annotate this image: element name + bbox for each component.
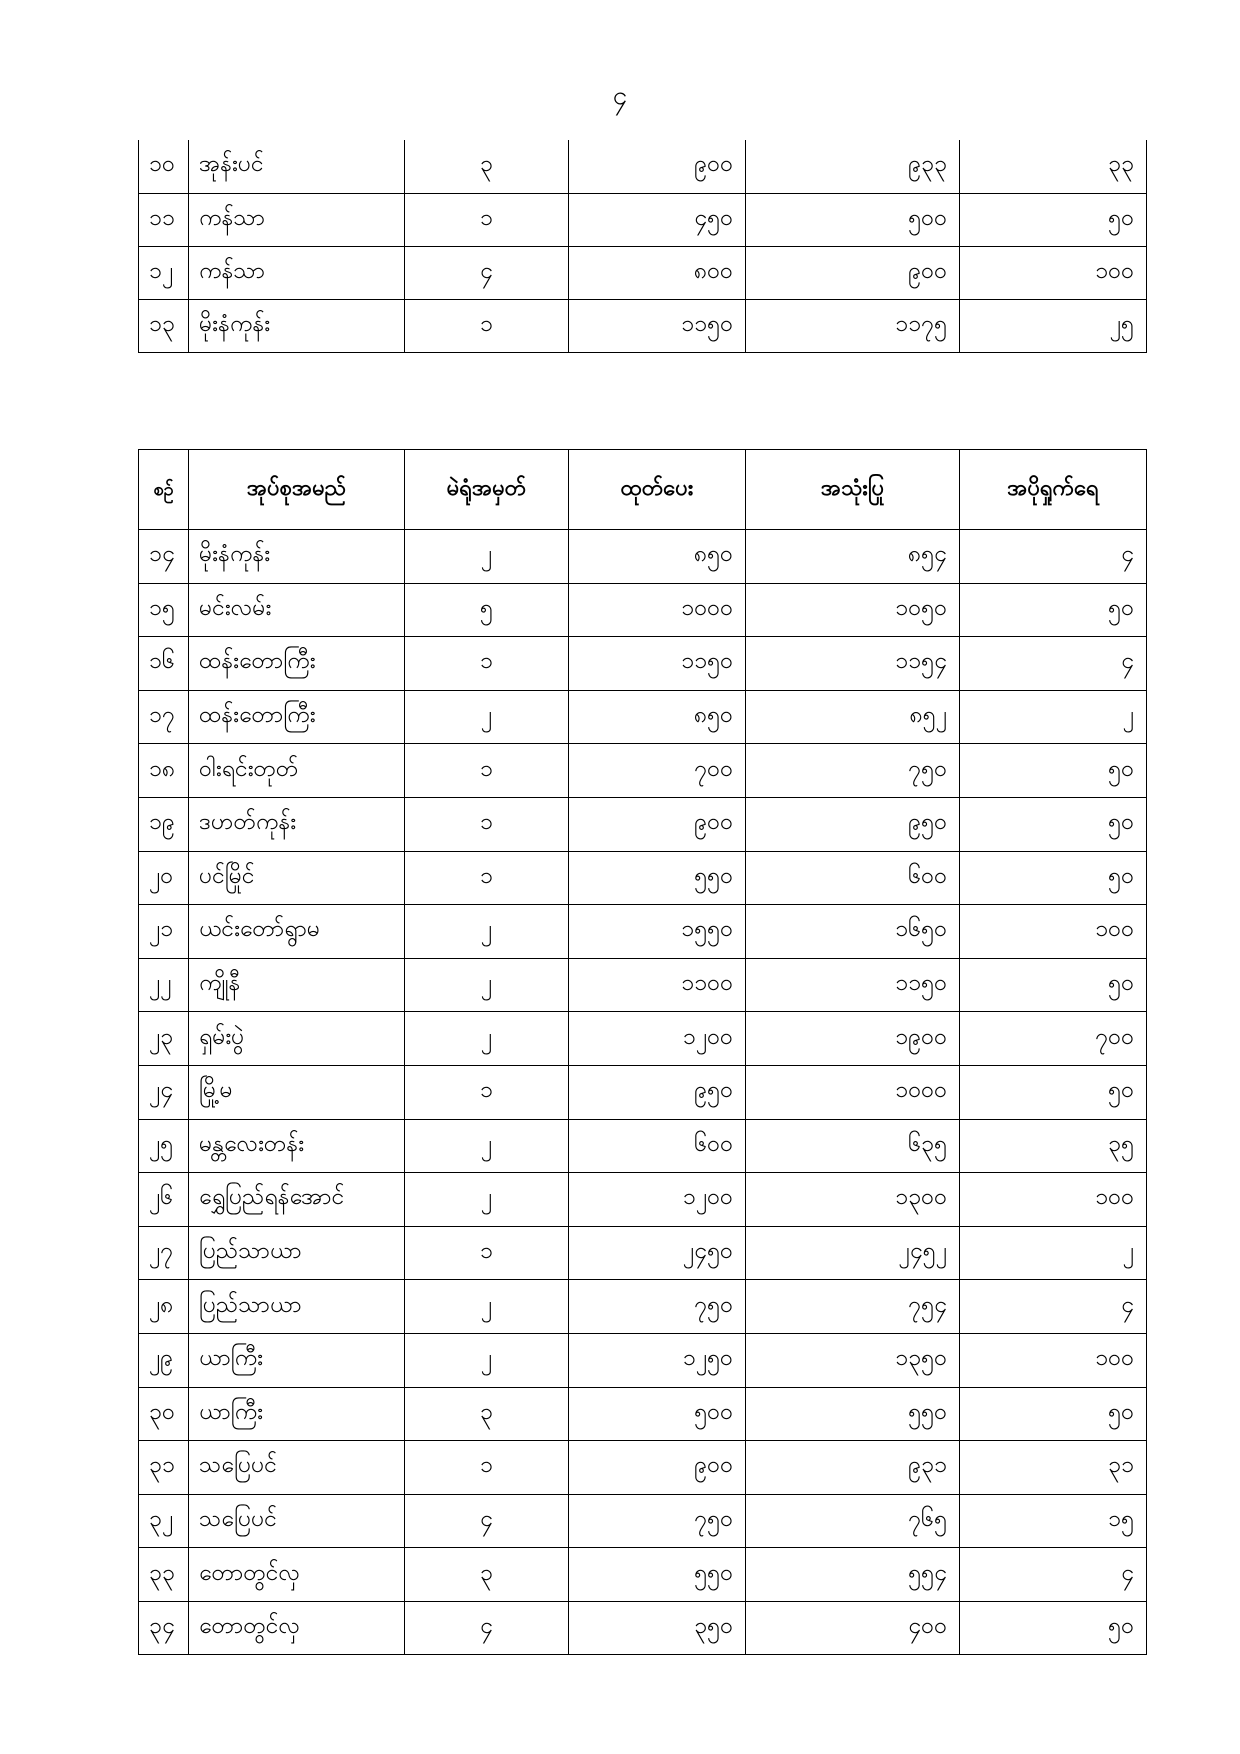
cell-name: အုန်းပင် bbox=[189, 140, 405, 193]
cell-name: ပြည်သာယာ bbox=[189, 1280, 405, 1334]
cell-name: ကျိုနီ bbox=[189, 958, 405, 1012]
cell-remaining: ၁၀၀ bbox=[960, 905, 1147, 959]
cell-remaining: ၅၀ bbox=[960, 851, 1147, 905]
cell-used: ၉၀၀ bbox=[746, 246, 960, 299]
table-row bbox=[139, 797, 1147, 851]
cell-used: ၂၄၅၂ bbox=[746, 1226, 960, 1280]
cell-name: မိုးနံကုန်း bbox=[189, 530, 405, 584]
cell-serial: ၁၂ bbox=[139, 246, 189, 299]
cell-remaining: ၅၀ bbox=[960, 1065, 1147, 1119]
cell-serial: ၂၅ bbox=[139, 1119, 189, 1173]
cell-remaining: ၁၀၀ bbox=[960, 1333, 1147, 1387]
cell-name: ယာကြီး bbox=[189, 1387, 405, 1441]
cell-count: ၁ bbox=[405, 637, 569, 691]
cell-name: ယင်းတော်ရွာမ bbox=[189, 905, 405, 959]
cell-count: ၅ bbox=[405, 583, 569, 637]
cell-issued: ၈၅၀ bbox=[569, 690, 746, 744]
cell-remaining: ၃၃ bbox=[960, 140, 1147, 193]
cell-serial: ၃၃ bbox=[139, 1548, 189, 1602]
cell-remaining: ၂၅ bbox=[960, 299, 1147, 352]
continued-table bbox=[138, 140, 1147, 353]
table-row bbox=[139, 1548, 1147, 1602]
table-row bbox=[139, 1012, 1147, 1066]
cell-issued: ၇၅၀ bbox=[569, 1494, 746, 1548]
cell-count: ၂ bbox=[405, 1173, 569, 1227]
cell-serial: ၁၄ bbox=[139, 530, 189, 584]
cell-count: ၂ bbox=[405, 1012, 569, 1066]
cell-remaining: ၅၀ bbox=[960, 958, 1147, 1012]
cell-used: ၉၅၀ bbox=[746, 797, 960, 851]
cell-serial: ၂၉ bbox=[139, 1333, 189, 1387]
cell-serial: ၃၁ bbox=[139, 1441, 189, 1495]
cell-used: ၁၃၀၀ bbox=[746, 1173, 960, 1227]
table-row bbox=[139, 299, 1147, 352]
cell-remaining: ၁၀၀ bbox=[960, 246, 1147, 299]
cell-serial: ၂၀ bbox=[139, 851, 189, 905]
cell-count: ၂ bbox=[405, 905, 569, 959]
table-row bbox=[139, 1280, 1147, 1334]
cell-count: ၃ bbox=[405, 140, 569, 193]
cell-issued: ၁၁၅၀ bbox=[569, 299, 746, 352]
cell-count: ၁ bbox=[405, 851, 569, 905]
cell-used: ၇၆၅ bbox=[746, 1494, 960, 1548]
cell-issued: ၄၅၀ bbox=[569, 193, 746, 246]
cell-serial: ၁၆ bbox=[139, 637, 189, 691]
cell-name: ပင်မြိုင် bbox=[189, 851, 405, 905]
cell-name: ထန်းတောကြီး bbox=[189, 690, 405, 744]
cell-count: ၁ bbox=[405, 1226, 569, 1280]
cell-issued: ၉၀၀ bbox=[569, 1441, 746, 1495]
cell-issued: ၈၅၀ bbox=[569, 530, 746, 584]
cell-name: မန္တလေးတန်း bbox=[189, 1119, 405, 1173]
cell-remaining: ၄ bbox=[960, 530, 1147, 584]
cell-used: ၅၀၀ bbox=[746, 193, 960, 246]
cell-remaining: ၇၀၀ bbox=[960, 1012, 1147, 1066]
cell-issued: ၉၀၀ bbox=[569, 797, 746, 851]
ballot-table bbox=[138, 449, 1147, 1655]
cell-remaining: ၅၀ bbox=[960, 744, 1147, 798]
cell-serial: ၂၆ bbox=[139, 1173, 189, 1227]
cell-name: တောတွင်လှ bbox=[189, 1548, 405, 1602]
cell-name: ရွှေပြည်ရန်အောင် bbox=[189, 1173, 405, 1227]
table-row bbox=[139, 851, 1147, 905]
cell-serial: ၂၈ bbox=[139, 1280, 189, 1334]
table-row bbox=[139, 905, 1147, 959]
page-number: ၄ bbox=[612, 81, 628, 111]
cell-name: ယာကြီး bbox=[189, 1333, 405, 1387]
cell-serial: ၂၁ bbox=[139, 905, 189, 959]
cell-name: ရှမ်းပွဲ bbox=[189, 1012, 405, 1066]
cell-issued: ၉၀၀ bbox=[569, 140, 746, 193]
cell-used: ၇၅၄ bbox=[746, 1280, 960, 1334]
header-row bbox=[139, 450, 1147, 530]
cell-used: ၁၆၅၀ bbox=[746, 905, 960, 959]
cell-count: ၁ bbox=[405, 744, 569, 798]
cell-used: ၁၁၅၄ bbox=[746, 637, 960, 691]
cell-name: ဝါးရင်းတုတ် bbox=[189, 744, 405, 798]
cell-serial: ၁၅ bbox=[139, 583, 189, 637]
cell-used: ၅၅၄ bbox=[746, 1548, 960, 1602]
cell-name: မြို့မ bbox=[189, 1065, 405, 1119]
table-row bbox=[139, 1065, 1147, 1119]
cell-used: ၆၃၅ bbox=[746, 1119, 960, 1173]
table-row bbox=[139, 1441, 1147, 1495]
cell-count: ၄ bbox=[405, 1494, 569, 1548]
cell-name: သပြေပင် bbox=[189, 1494, 405, 1548]
cell-remaining: ၅၀ bbox=[960, 193, 1147, 246]
cell-issued: ၁၂၀၀ bbox=[569, 1012, 746, 1066]
cell-count: ၁ bbox=[405, 1441, 569, 1495]
cell-used: ၅၅၀ bbox=[746, 1387, 960, 1441]
cell-count: ၂ bbox=[405, 958, 569, 1012]
cell-issued: ၁၅၅၀ bbox=[569, 905, 746, 959]
cell-serial: ၁၁ bbox=[139, 193, 189, 246]
cell-used: ၆၀၀ bbox=[746, 851, 960, 905]
cell-issued: ၅၀၀ bbox=[569, 1387, 746, 1441]
table-row bbox=[139, 246, 1147, 299]
cell-count: ၁ bbox=[405, 797, 569, 851]
table-row bbox=[139, 193, 1147, 246]
table-row bbox=[139, 1387, 1147, 1441]
cell-count: ၂ bbox=[405, 1119, 569, 1173]
cell-remaining: ၁၀၀ bbox=[960, 1173, 1147, 1227]
cell-serial: ၁၃ bbox=[139, 299, 189, 352]
cell-count: ၂ bbox=[405, 530, 569, 584]
cell-issued: ၁၁၅၀ bbox=[569, 637, 746, 691]
cell-count: ၁ bbox=[405, 299, 569, 352]
cell-serial: ၃၂ bbox=[139, 1494, 189, 1548]
cell-used: ၁၁၅၀ bbox=[746, 958, 960, 1012]
cell-count: ၄ bbox=[405, 246, 569, 299]
cell-count: ၁ bbox=[405, 193, 569, 246]
table-row bbox=[139, 690, 1147, 744]
cell-name: ထန်းတောကြီး bbox=[189, 637, 405, 691]
cell-count: ၃ bbox=[405, 1548, 569, 1602]
cell-serial: ၃၀ bbox=[139, 1387, 189, 1441]
table-row bbox=[139, 1333, 1147, 1387]
cell-remaining: ၅၀ bbox=[960, 1601, 1147, 1655]
cell-name: သပြေပင် bbox=[189, 1441, 405, 1495]
header-issued: ထုတ်ပေး bbox=[569, 450, 746, 530]
ballot-table-body bbox=[139, 530, 1147, 1655]
cell-serial: ၂၇ bbox=[139, 1226, 189, 1280]
cell-issued: ၁၂၀၀ bbox=[569, 1173, 746, 1227]
cell-issued: ၁၂၅၀ bbox=[569, 1333, 746, 1387]
cell-remaining: ၄ bbox=[960, 637, 1147, 691]
table-row bbox=[139, 1601, 1147, 1655]
table-row bbox=[139, 140, 1147, 193]
header-name: အုပ်စုအမည် bbox=[189, 450, 405, 530]
cell-remaining: ၃၅ bbox=[960, 1119, 1147, 1173]
cell-count: ၁ bbox=[405, 1065, 569, 1119]
header-serial: စဉ် bbox=[139, 450, 189, 530]
cell-name: တောတွင်လှ bbox=[189, 1601, 405, 1655]
cell-issued: ၉၅၀ bbox=[569, 1065, 746, 1119]
cell-issued: ၃၅၀ bbox=[569, 1601, 746, 1655]
cell-name: ဒဟတ်ကုန်း bbox=[189, 797, 405, 851]
cell-used: ၉၃၃ bbox=[746, 140, 960, 193]
cell-used: ၈၅၂ bbox=[746, 690, 960, 744]
cell-remaining: ၅၀ bbox=[960, 1387, 1147, 1441]
table-row bbox=[139, 1119, 1147, 1173]
cell-count: ၂ bbox=[405, 1280, 569, 1334]
table-row bbox=[139, 1226, 1147, 1280]
cell-count: ၂ bbox=[405, 1333, 569, 1387]
table-row bbox=[139, 1173, 1147, 1227]
cell-remaining: ၁၅ bbox=[960, 1494, 1147, 1548]
cell-count: ၄ bbox=[405, 1601, 569, 1655]
cell-used: ၁၉၀၀ bbox=[746, 1012, 960, 1066]
cell-used: ၁၀၀၀ bbox=[746, 1065, 960, 1119]
cell-used: ၁၀၅၀ bbox=[746, 583, 960, 637]
cell-count: ၂ bbox=[405, 690, 569, 744]
cell-remaining: ၄ bbox=[960, 1280, 1147, 1334]
cell-remaining: ၅၀ bbox=[960, 797, 1147, 851]
cell-issued: ၇၅၀ bbox=[569, 1280, 746, 1334]
cell-issued: ၇၀၀ bbox=[569, 744, 746, 798]
cell-issued: ၅၅၀ bbox=[569, 851, 746, 905]
cell-remaining: ၅၀ bbox=[960, 583, 1147, 637]
cell-name: မိုးနံကုန်း bbox=[189, 299, 405, 352]
cell-name: ကန်သာ bbox=[189, 246, 405, 299]
cell-serial: ၁၈ bbox=[139, 744, 189, 798]
table-row bbox=[139, 1494, 1147, 1548]
cell-issued: ၁၁၀၀ bbox=[569, 958, 746, 1012]
cell-used: ၉၃၁ bbox=[746, 1441, 960, 1495]
cell-serial: ၂၃ bbox=[139, 1012, 189, 1066]
cell-serial: ၁၉ bbox=[139, 797, 189, 851]
cell-remaining: ၂ bbox=[960, 690, 1147, 744]
continued-table-body bbox=[139, 140, 1147, 352]
cell-used: ၁၁၇၅ bbox=[746, 299, 960, 352]
cell-used: ၈၅၄ bbox=[746, 530, 960, 584]
cell-serial: ၁၇ bbox=[139, 690, 189, 744]
header-count: မဲရုံအမှတ် bbox=[405, 450, 569, 530]
cell-serial: ၂၂ bbox=[139, 958, 189, 1012]
cell-issued: ၈၀၀ bbox=[569, 246, 746, 299]
header-remaining: အပိုရှုက်ရေ bbox=[960, 450, 1147, 530]
table-row bbox=[139, 958, 1147, 1012]
header-used: အသုံးပြု bbox=[746, 450, 960, 530]
cell-used: ၁၃၅၀ bbox=[746, 1333, 960, 1387]
cell-serial: ၃၄ bbox=[139, 1601, 189, 1655]
cell-name: ပြည်သာယာ bbox=[189, 1226, 405, 1280]
cell-issued: ၂၄၅၀ bbox=[569, 1226, 746, 1280]
cell-remaining: ၂ bbox=[960, 1226, 1147, 1280]
cell-issued: ၅၅၀ bbox=[569, 1548, 746, 1602]
cell-serial: ၂၄ bbox=[139, 1065, 189, 1119]
cell-name: မင်းလမ်း bbox=[189, 583, 405, 637]
table-row bbox=[139, 744, 1147, 798]
cell-serial: ၁၀ bbox=[139, 140, 189, 193]
cell-issued: ၁၀၀၀ bbox=[569, 583, 746, 637]
cell-count: ၃ bbox=[405, 1387, 569, 1441]
cell-used: ၄၀၀ bbox=[746, 1601, 960, 1655]
cell-remaining: ၄ bbox=[960, 1548, 1147, 1602]
table-row bbox=[139, 530, 1147, 584]
cell-used: ၇၅၀ bbox=[746, 744, 960, 798]
table-row bbox=[139, 583, 1147, 637]
cell-name: ကန်သာ bbox=[189, 193, 405, 246]
cell-remaining: ၃၁ bbox=[960, 1441, 1147, 1495]
table-row bbox=[139, 637, 1147, 691]
cell-issued: ၆၀၀ bbox=[569, 1119, 746, 1173]
